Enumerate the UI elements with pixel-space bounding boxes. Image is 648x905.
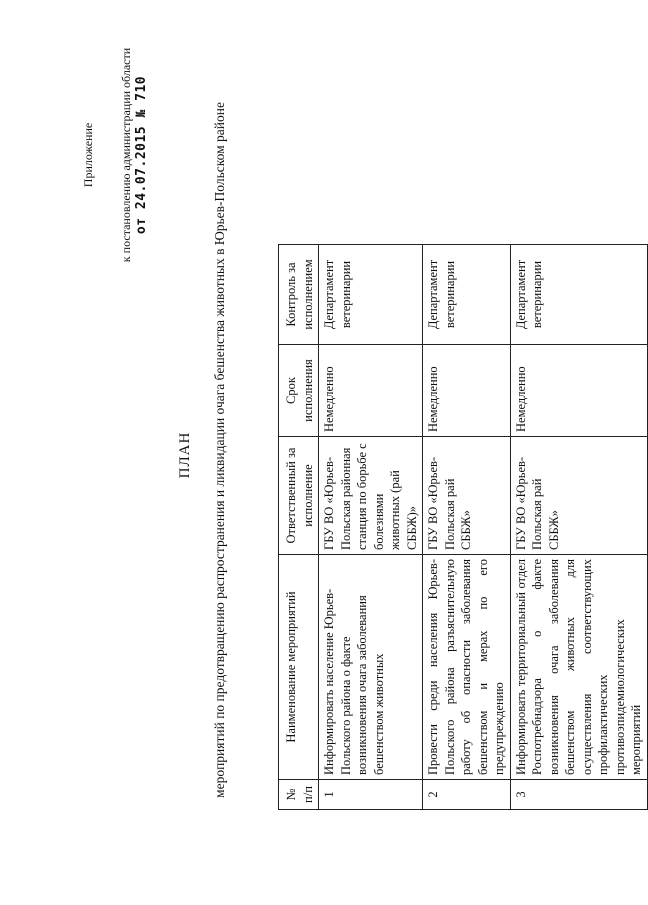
appendix-reference: к постановлению администрации области [119, 47, 133, 263]
appendix-block [80, 15, 150, 295]
table-header-row [279, 245, 319, 810]
header-control: Контроль за исполнением [279, 245, 319, 345]
table-row [423, 245, 511, 810]
appendix-date-number: от 24.07.2015 № 710 [134, 75, 149, 235]
table-row [319, 245, 423, 810]
row-responsible: ГБУ ВО «Юрьев-Польская рай СББЖ» [423, 437, 511, 555]
row-name: Провести среди населения Юрьев-Польского района разъяснительную работу об опасности заболевания бешенством и мерах по его предупреждению [423, 555, 511, 780]
header-num: № п/п [279, 780, 319, 810]
row-term: Немедленно [319, 345, 423, 437]
document-title: ПЛАН [177, 431, 193, 479]
row-responsible: ГБУ ВО «Юрьев-Польская рай СББЖ» [510, 437, 647, 555]
row-name: Информировать территориальный отдел Роспотребнадзора о факте возникновения очага заболевания бешенством животных для осуществления соответствующих профилактических противоэпидемиологических мероприятий [510, 555, 647, 780]
document-subtitle: мероприятий по предотвращению распространения и ликвидации очага бешенства животных в Юрьев-Польском районе [212, 102, 227, 798]
appendix-label: Приложение [81, 122, 95, 188]
row-name: Информировать население Юрьев-Польского района о факте возникновения очага заболевания бешенством животных [319, 555, 423, 780]
row-control: Департамент ветеринарии [510, 245, 647, 345]
header-responsible: Ответственный за исполнение [279, 437, 319, 555]
row-num: 2 [423, 780, 511, 810]
row-term: Немедленно [423, 345, 511, 437]
table-row [510, 245, 647, 810]
row-control: Департамент ветеринарии [319, 245, 423, 345]
row-num: 1 [319, 780, 423, 810]
header-name: Наименование мероприятий [279, 555, 319, 780]
row-num: 3 [510, 780, 647, 810]
row-term: Немедленно [510, 345, 647, 437]
row-control: Департамент ветеринарии [423, 245, 511, 345]
row-responsible: ГБУ ВО «Юрьев-Польская районная станция по борьбе с болезнями животных (рай СББЖ)» [319, 437, 423, 555]
plan-table [278, 244, 648, 810]
header-term: Срок исполнения [279, 345, 319, 437]
